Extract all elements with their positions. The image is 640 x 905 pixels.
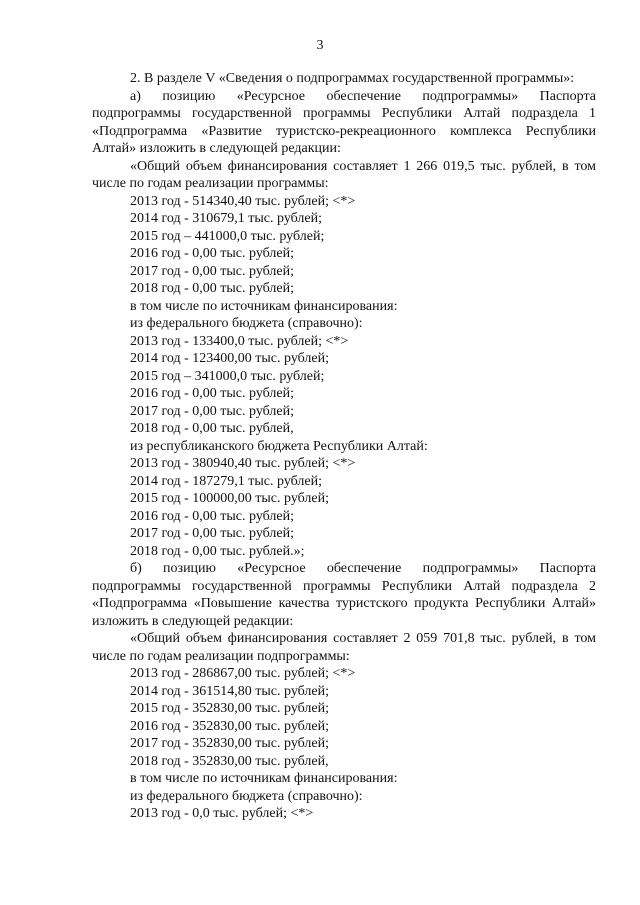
- year-line: 2014 год - 123400,00 тыс. рублей;: [130, 351, 330, 366]
- year-line: 2018 год - 0,00 тыс. рублей.»;: [130, 543, 305, 559]
- subitem-a-total: «Общий объем финансирования составляет 1 266 019,5 тыс. рублей, в том числе по годам реализации программы:: [92, 158, 596, 191]
- year-line: 2015 год - 352830,00 тыс. рублей;: [130, 701, 330, 716]
- year-line: 2014 год - 187279,1 тыс. рублей;: [130, 473, 323, 489]
- year-line: 2017 год - 0,00 тыс. рублей;: [130, 263, 295, 279]
- year-line: 2016 год - 0,00 тыс. рублей;: [130, 386, 295, 401]
- year-line: 2013 год - 286867,00 тыс. рублей; <*>: [130, 666, 356, 681]
- year-line: 2013 год - 380940,40 тыс. рублей; <*>: [130, 456, 356, 471]
- year-line: 2018 год - 0,00 тыс. рублей,: [130, 421, 294, 436]
- year-line: 2016 год - 352830,00 тыс. рублей;: [130, 718, 330, 734]
- year-line: 2013 год - 133400,0 тыс. рублей; <*>: [130, 333, 349, 349]
- year-line: 2013 год - 514340,40 тыс. рублей; <*>: [130, 193, 356, 209]
- year-line: 2017 год - 0,00 тыс. рублей;: [130, 403, 295, 419]
- document-body: [92, 70, 596, 823]
- year-line: 2016 год - 0,00 тыс. рублей;: [130, 246, 295, 261]
- year-line: 2017 год - 352830,00 тыс. рублей;: [130, 736, 330, 751]
- subitem-b-total: «Общий объем финансирования составляет 2 059 701,8 тыс. рублей, в том числе по годам реализации подпрограммы:: [92, 631, 596, 664]
- year-line: 2017 год - 0,00 тыс. рублей;: [130, 526, 295, 541]
- republic-budget-label: из республиканского бюджета Республики Алтай:: [130, 438, 428, 454]
- federal-budget-label: из федерального бюджета (справочно):: [130, 788, 363, 804]
- year-line: 2015 год – 441000,0 тыс. рублей;: [130, 228, 325, 244]
- federal-budget-label: из федерального бюджета (справочно):: [130, 316, 363, 331]
- sources-intro: в том числе по источникам финансирования:: [130, 298, 398, 314]
- year-line: 2016 год - 0,00 тыс. рублей;: [130, 508, 295, 524]
- subitem-a-intro: а) позицию «Ресурсное обеспечение подпрограммы» Паспорта подпрограммы государственной программы Республики Алтай подраздела 1 «Подпрограмма «Развитие туристско-рекреационного комплекса Республики Алтай» изложить в следующей редакции:: [92, 88, 596, 156]
- subitem-b-intro: б) позицию «Ресурсное обеспечение подпрограммы» Паспорта подпрограммы государственной программы Республики Алтай подраздела 2 «Подпрограмма «Повышение качества туристского продукта Республики Алтай» изложить в следующей редакции:: [92, 561, 596, 629]
- year-line: 2015 год - 100000,00 тыс. рублей;: [130, 491, 330, 506]
- sources-intro: в том числе по источникам финансирования:: [130, 771, 398, 786]
- year-line: 2013 год - 0,0 тыс. рублей; <*>: [130, 806, 314, 821]
- year-line: 2015 год – 341000,0 тыс. рублей;: [130, 368, 325, 384]
- year-line: 2014 год - 361514,80 тыс. рублей;: [130, 683, 330, 699]
- item-2-heading: 2. В разделе V «Сведения о подпрограммах государственной программы»:: [130, 71, 575, 86]
- page-number: 3: [316, 38, 324, 53]
- year-line: 2018 год - 352830,00 тыс. рублей,: [130, 753, 329, 769]
- year-line: 2014 год - 310679,1 тыс. рублей;: [130, 211, 323, 226]
- year-line: 2018 год - 0,00 тыс. рублей;: [130, 281, 295, 296]
